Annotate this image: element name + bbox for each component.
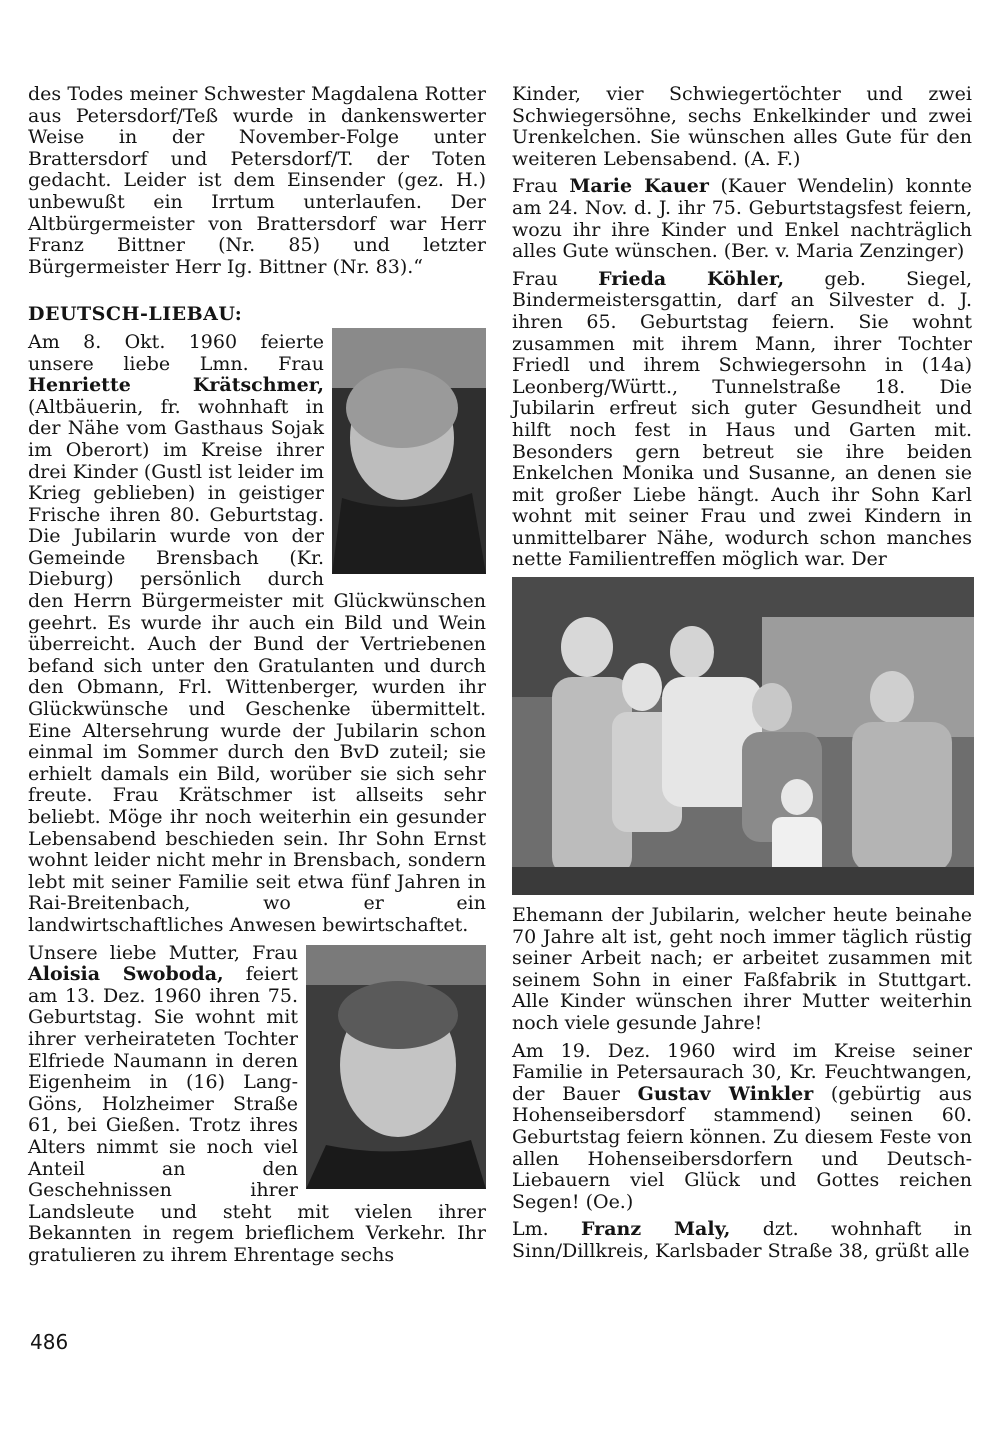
- text-koehler-body: geb. Siegel, Bindermeistersgattin, darf an Silvester d. J. ihren 65. Geburtstag feiern. Sie wohnt zusammen mit ihrem Mann, ihrer Tochter Friedl und ihrem Schwiegersohn in (14a) Leonberg/Württ., Tunnelstraße 18. Die Jubilarin erfreut sich guter Gesundheit und hilft noch fest in Haus und Garten mit. Besonders gern betreut sie ihre beiden Enkelchen Monika und Susanne, an denen sie mit großer Liebe hängt. Auch ihr Sohn Karl wohnt mit seiner Frau und zwei Kindern in unmittelbarer Nähe, wodurch schon manches nette Familientreffen möglich war. Der: [512, 267, 973, 571]
- family-group-photo: [512, 577, 974, 895]
- right-column: [512, 84, 972, 1269]
- name-henriette-kraetschmer: Henriette Krätschmer,: [28, 374, 324, 397]
- paragraph-swoboda-continued: Kinder, vier Schwiegertöchter und zwei Schwiegersöhne, sechs Enkelkinder und zwei Urenkelchen. Sie wünschen alles Gute für den weiteren Lebensabend. (A. F.): [512, 83, 972, 170]
- text-winkler-body: (gebürtig aus Hohenseibersdorf stammend) seinen 60. Geburtstag feiern können. Zu diesem Feste von allen Hohenseibersdorfern und Deutsch-Liebauern viel Glück und Gottes reichen Segen! (Oe.): [512, 1082, 972, 1213]
- text-maly-intro: Lm.: [512, 1218, 549, 1241]
- text-kraetschmer-body: (Altbäuerin, fr. wohnhaft in der Nähe vom Gasthaus Sojak im Oberort) im Kreise ihrer drei Kinder (Gustl ist leider im Krieg geblieben) in geistiger Frische ihren 80. Geburtstag. Die Jubilarin wurde von der Gemeinde Brensbach (Kr. Dieburg) persönlich durch den Herrn Bürgermeister mit Glückwünschen geehrt. Es wurde ihr auch ein Bild und Wein überreicht. Auch der Bund der Vertriebenen befand sich unter den Gratulanten und durch den Obmann, Frl. Wittenberger, wurden ihr Glückwünsche und Geschenke übermittelt. Eine Altersehrung wurde der Jubilarin schon einmal im Sommer durch den BvD zuteil; sie erhielt damals ein Bild, worüber sie sich sehr freute. Frau Krätschmer ist allseits sehr beliebt. Möge ihr noch weiterhin ein gesunder Lebensabend beschieden sein. Ihr Sohn Ernst wohnt leider nicht mehr in Brensbach, sondern lebt mit seiner Familie seit etwa fünf Jahren in Rai-Breitenbach, wo er ein landwirtschaftliches Anwesen bewirtschaftet.: [28, 395, 486, 936]
- paragraph-rotter: des Todes meiner Schwester Magdalena Rotter aus Petersdorf/Teß wurde in dankenswerter Weise in der November-Folge unter Brattersdorf und Petersdorf/T. der Toten gedacht. Leider ist dem Einsender (gez. H.) unbewußt ein Irrtum unterlaufen. Der Altbürgermeister von Brattersdorf war Herr Franz Bittner (Nr. 85) und letzter Bürgermeister Herr Ig. Bittner (Nr. 83).“: [28, 83, 486, 278]
- portrait-photo-swoboda: [306, 945, 486, 1189]
- left-column: [28, 84, 486, 1272]
- name-marie-kauer: Marie Kauer: [569, 175, 709, 198]
- name-franz-maly: Franz Maly,: [581, 1218, 731, 1241]
- text-swoboda-intro: Unsere liebe Mutter, Frau: [28, 941, 298, 964]
- paragraph-winkler: [512, 1041, 972, 1214]
- text-kauer-body: (Kauer Wendelin) konnte am 24. Nov. d. J. ihr 75. Geburtstagsfest feiern, wozu ihr ihre Kinder und Enkel nachträglich alles Gute wünschen. (Ber. v. Maria Zenzinger): [512, 175, 972, 263]
- text-swoboda-body: feiert am 13. Dez. 1960 ihren 75. Geburtstag. Sie wohnt mit ihrer verheirateten Tochter Elfriede Naumann in deren Eigenheim in (16) Lang-Göns, Holzheimer Straße 61, bei Gießen. Trotz ihres Alters nimmt sie noch viel Anteil an den Geschehnissen ihrer Landsleute und steht mit vielen ihrer Bekannten in regem brieflichem Verkehr. Ihr gratulieren zu ihrem Ehrentage sechs: [28, 963, 486, 1266]
- text-kraetschmer-intro: Am 8. Okt. 1960 feierte unsere liebe Lmn. Frau: [28, 330, 324, 375]
- name-aloisia-swoboda: Aloisia Swoboda,: [28, 963, 224, 986]
- paragraph-maly: [512, 1219, 972, 1262]
- text-maly-body: dzt. wohnhaft in Sinn/Dillkreis, Karlsbader Straße 38, grüßt alle: [512, 1218, 973, 1262]
- paragraph-koehler-continued: Ehemann der Jubilarin, welcher heute beinahe 70 Jahre alt ist, geht noch immer täglich rüstig seiner Arbeit nach; er arbeitet zusammen mit seinem Sohn in einer Faßfabrik in Stuttgart. Alle Kinder wünschen ihrer Mutter weiterhin noch viele gesunde Jahre!: [512, 904, 972, 1035]
- name-frieda-koehler: Frieda Köhler,: [598, 267, 785, 290]
- page-number: 486: [30, 1330, 69, 1354]
- paragraph-swoboda: [28, 943, 486, 1267]
- text-winkler-intro: Am 19. Dez. 1960 wird im Kreise seiner Familie in Petersaurach 30, Kr. Feuchtwangen, der Bauer: [512, 1039, 972, 1105]
- name-gustav-winkler: Gustav Winkler: [637, 1082, 814, 1105]
- paragraph-koehler: [512, 269, 972, 571]
- text-kauer-intro: Frau: [512, 175, 558, 198]
- portrait-photo-kraetschmer: [332, 328, 486, 574]
- text-koehler-intro: Frau: [512, 267, 558, 290]
- paragraph-kraetschmer: [28, 332, 486, 937]
- paragraph-kauer: [512, 176, 972, 262]
- section-heading-deutsch-liebau: DEUTSCH-LIEBAU:: [28, 303, 243, 326]
